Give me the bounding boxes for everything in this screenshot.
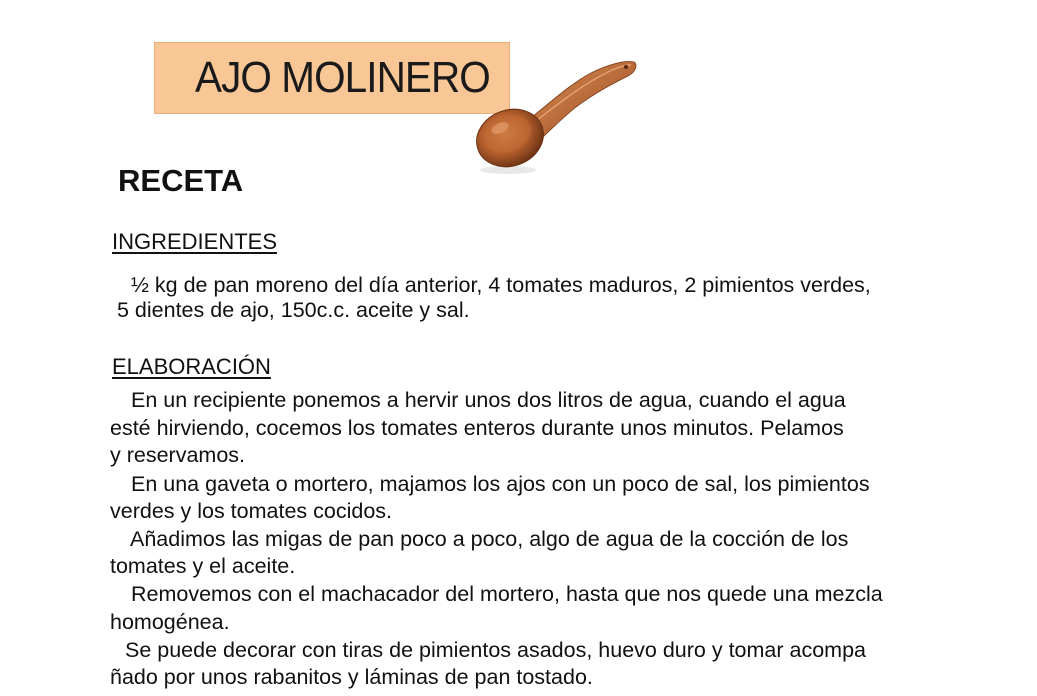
recipe-title: AJO MOLINERO — [195, 53, 490, 102]
elaboration-line: Añadimos las migas de pan poco a poco, algo de agua de la cocción de los — [130, 527, 849, 551]
elaboration-line: En una gaveta o mortero, majamos los ajos con un poco de sal, los pimientos — [131, 472, 870, 496]
elaboration-line: Removemos con el machacador del mortero, hasta que nos quede una mezcla — [131, 582, 883, 606]
elaboration-title: ELABORACIÓN — [112, 354, 271, 379]
title-banner — [154, 42, 510, 114]
elaboration-line: Se puede decorar con tiras de pimientos asados, huevo duro y tomar acompa — [125, 638, 866, 662]
elaboration-line: y reservamos. — [110, 443, 246, 467]
wooden-ladle-icon — [468, 52, 643, 177]
elaboration-line: ñado por unos rabanitos y láminas de pan tostado. — [110, 665, 593, 689]
ingredients-line: 5 dientes de ajo, 150c.c. aceite y sal. — [117, 298, 470, 322]
recipe-heading: RECETA — [118, 163, 244, 198]
ingredients-title: INGREDIENTES — [112, 229, 278, 254]
elaboration-line: En un recipiente ponemos a hervir unos dos litros de agua, cuando el agua — [131, 388, 846, 412]
elaboration-line: verdes y los tomates cocidos. — [110, 499, 393, 523]
ingredients-line: ½ kg de pan moreno del día anterior, 4 tomates maduros, 2 pimientos verdes, — [131, 273, 871, 297]
elaboration-line: homogénea. — [110, 610, 230, 634]
elaboration-line: tomates y el aceite. — [110, 554, 296, 578]
elaboration-line: esté hirviendo, cocemos los tomates enteros durante unos minutos. Pelamos — [110, 416, 844, 440]
